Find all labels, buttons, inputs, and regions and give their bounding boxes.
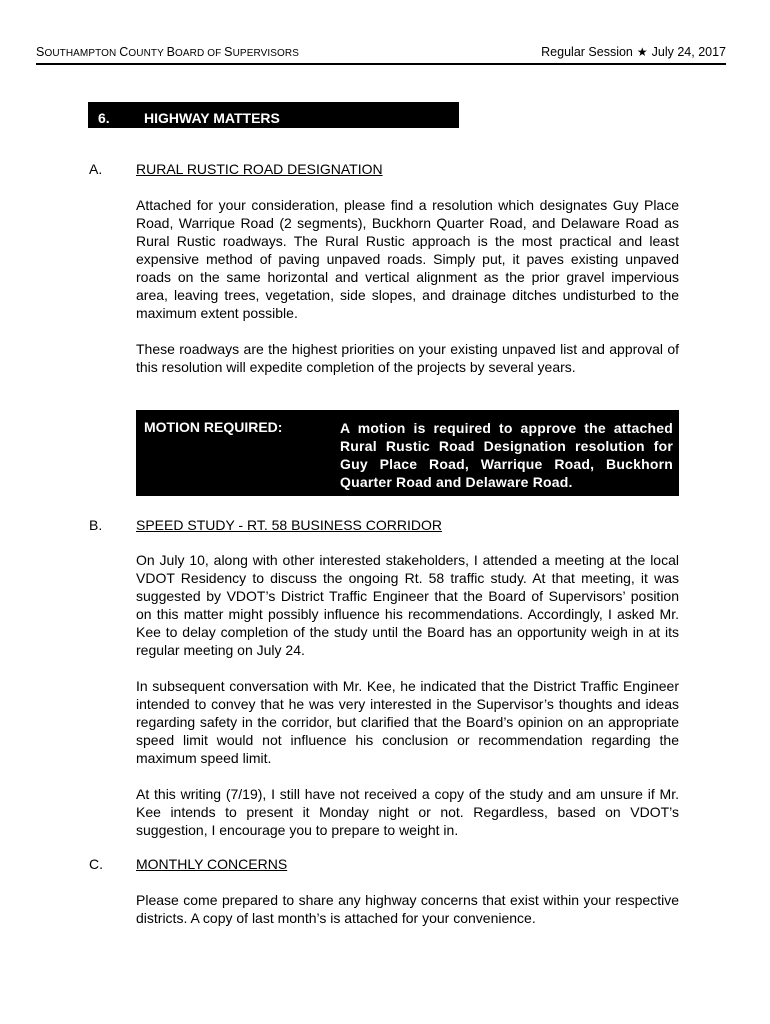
page-header xyxy=(36,45,726,65)
section-number: 6. xyxy=(98,110,110,126)
item-c-letter: C. xyxy=(89,856,103,872)
item-c-paragraph-1: Please come prepared to share any highway concerns that exist within your respective districts. A copy of last month’s is attached for your convenience. xyxy=(136,892,679,926)
item-b-letter: B. xyxy=(89,517,103,533)
board-name-part: S xyxy=(224,45,233,59)
item-a-letter: A. xyxy=(89,161,103,177)
board-name-part: S xyxy=(36,45,45,59)
board-name-part: UPERVISORS xyxy=(232,48,299,59)
board-name xyxy=(36,45,299,59)
item-b-paragraph-2: In subsequent conversation with Mr. Kee, he indicated that the District Traffic Engineer intended to convey that he was very interested in the Supervisor’s thoughts and ideas regarding safety in the corridor, but clarified that the Board’s opinion on an appropriate speed limit would not influence his conclusion or recommendation regarding the maximum speed limit. xyxy=(136,678,679,766)
session-date: July 24, 2017 xyxy=(651,45,726,59)
session-info xyxy=(541,45,726,59)
item-a-paragraph-1: Attached for your consideration, please find a resolution which designates Guy Place Road, Warrique Road (2 segments), Buckhorn Quarter Road, and Delaware Road as Rural Rustic roadways. The Rural Rustic approach is the most practical and least expensive method of paving unpaved roads. Simply put, it paves existing unpaved roads on the same horizontal and vertical alignment as the prior gravel impervious area, leaving trees, vegetation, side slopes, and drainage ditches undisturbed to the maximum extent possible. xyxy=(136,197,679,321)
motion-required-box xyxy=(136,410,679,496)
board-name-part: OUNTY xyxy=(128,48,167,59)
item-b-paragraph-3: At this writing (7/19), I still have not received a copy of the study and am unsure if Mr. Kee intends to present it Monday night or not. Regardless, based on VDOT’s suggestion, I encourage you to prepare to weight in. xyxy=(136,786,679,838)
item-b-heading: SPEED STUDY - RT. 58 BUSINESS CORRIDOR xyxy=(136,517,442,533)
star-icon: ★ xyxy=(636,45,648,59)
section-title: HIGHWAY MATTERS xyxy=(144,110,280,126)
board-name-part: OARD OF xyxy=(175,48,225,59)
board-name-part: B xyxy=(166,45,176,59)
motion-label: MOTION REQUIRED: xyxy=(144,419,283,435)
board-name-part: C xyxy=(119,45,129,59)
item-c-heading: MONTHLY CONCERNS xyxy=(136,856,288,872)
section-heading-bar xyxy=(88,102,459,128)
item-b-paragraph-1: On July 10, along with other interested stakeholders, I attended a meeting at the local VDOT Residency to discuss the ongoing Rt. 58 traffic study. At that meeting, it was suggested by VDOT’s District Traffic Engineer that the Board of Supervisors’ position on this matter might possibly influence his recommendations. Accordingly, I asked Mr. Kee to delay completion of the study until the Board has an opportunity weigh in at its regular meeting on July 24. xyxy=(136,552,679,658)
board-name-part: OUTHAMPTON xyxy=(44,48,120,59)
motion-text: A motion is required to approve the attached Rural Rustic Road Designation resolution for Guy Place Road, Warrique Road, Buckhorn Quarter Road and Delaware Road. xyxy=(340,420,673,490)
session-label: Regular Session xyxy=(541,45,633,59)
item-a-heading: RURAL RUSTIC ROAD DESIGNATION xyxy=(136,161,383,177)
item-a-paragraph-2: These roadways are the highest priorities on your existing unpaved list and approval of this resolution will expedite completion of the projects by several years. xyxy=(136,341,679,375)
